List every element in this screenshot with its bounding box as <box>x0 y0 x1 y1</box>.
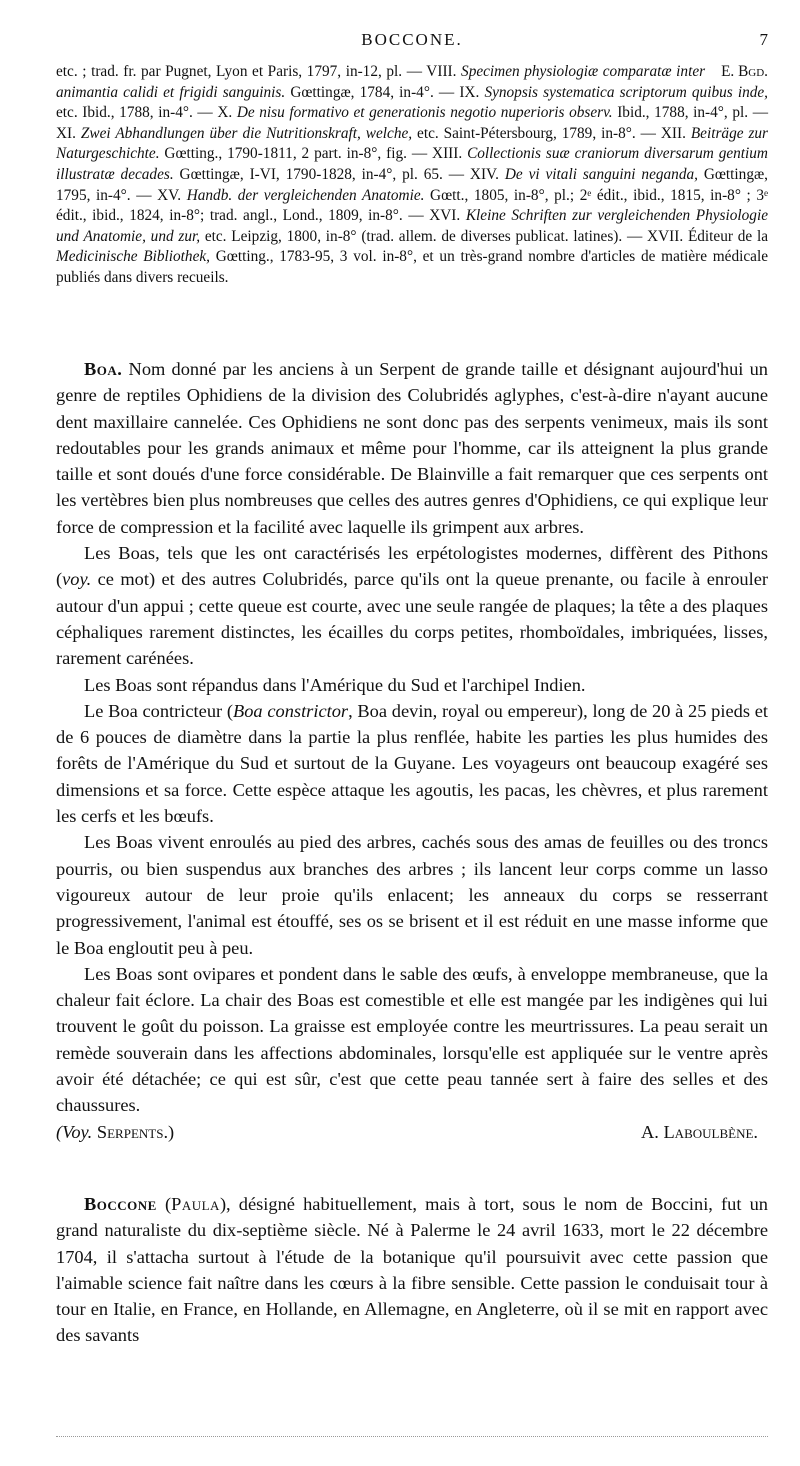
bib-text: Gœtt., 1805, in-8°, pl.; 2ᵉ édit., ibid., 1815, in-8° ; 3ᵉ édit., ibid., 1824, in-8°; trad. angl., Lond., 1809, in-8°. — XVI. <box>56 186 768 225</box>
bib-text: etc. Leipzig, 1800, in-8° (trad. allem. de diverses publicat. latines). — XVII. Éditeur de la <box>200 227 768 245</box>
article-boa <box>56 356 768 1145</box>
bib-title: Specimen physiologiæ comparatæ inter animantia calidi et frigidi sanguinis. <box>56 63 706 101</box>
cross-reference: voy. <box>62 569 92 590</box>
bib-text: Gœttingæ, I-VI, 1790-1828, in-4°, pl. 65. — XIV. <box>173 165 505 183</box>
page-number: 7 <box>759 30 768 49</box>
paragraph-text: ( <box>156 1194 172 1214</box>
headword: Boa. <box>84 359 123 379</box>
bib-text: Ibid., 1788, in-4°, pl. — XI. <box>56 104 768 142</box>
boa-author-line <box>56 1119 768 1145</box>
bottom-dotted-rule <box>56 1436 768 1437</box>
given-name: Paula <box>171 1194 220 1214</box>
boa-paragraph-5: Les Boas vivent enroulés au pied des arbres, cachés sous des amas de feuilles ou des troncs pourris, ou bien suspendus aux branches des arbres ; ils lancent leur corps comme un lasso vigoureux autour de leur proie qu'ils enlacent; les anneaux du corps se resserrant progressivement, l'animal est étouffé, ses os se brisent et il est réduit en une masse informe que le Boa engloutit peu à peu. <box>56 832 768 958</box>
bib-title: Beiträge zur Naturgeschichte. <box>56 124 768 163</box>
bib-title: Collectionis suæ craniorum diversarum gentium illustratæ decades. <box>56 145 768 183</box>
paragraph-text: ce mot) et des autres Colubridés, parce qu'ils ont la queue prenante, ou facile à enrouler autour d'un appui ; cette queue est courte, avec une seule rangée de plaques; la tête a des plaques céphaliques rarement distinctes, les écailles du corps petites, rhomboïdales, imbriquées, lisses, rarement carénées. <box>56 569 768 669</box>
paragraph-text: ), désigné habituellement, mais à tort, sous le nom de Boccini, fut un grand naturaliste du dix-septième siècle. Né à Palerme le 24 avril 1633, mort le 22 décembre 1704, il s'attacha surtout à l'étude de la botanique qu'il poursuivit avec cette passion que l'aimable science fait naître dans les cœurs à la fibre sensible. Cette passion le conduisait tour à tour en Italie, en France, en Hollande, en Allemagne, en Angleterre, où il se mit en rapport avec des savants <box>56 1194 768 1346</box>
running-head: BOCCONE. <box>361 30 463 49</box>
bib-text: etc. Ibid., 1788, in-4°. — X. <box>56 104 237 122</box>
article-author: A. Laboulbène. <box>640 1121 758 1142</box>
headword: Boccone <box>84 1194 157 1214</box>
boccone-paragraph-1 <box>56 1191 768 1349</box>
article-signature: E. Bgd. <box>721 63 768 80</box>
bib-title: De vi vitali sanguini neganda, <box>504 165 698 183</box>
paragraph-text: , Boa devin, royal ou empereur), long de 20 à 25 pieds et de 6 pouces de diamètre dans la partie la plus renflée, habite les parties les plus humides des forêts de l'Amérique du Sud et surtout de la Guyane. Les voyageurs ont beaucoup exagéré ses dimensions et sa force. Cette espèce attaque les agoutis, les pacas, les chèvres, et plus rarement les cerfs et les bœufs. <box>56 700 768 827</box>
bib-text: Gœttingæ, 1784, in-4°. — IX. <box>285 83 485 101</box>
boa-paragraph-2 <box>56 540 768 671</box>
bib-text: Gœttingæ, 1795, in-4°. — XV. <box>56 165 768 204</box>
bib-title: Kleine Schriften zur vergleichenden Physiologie und Anatomie, und zur, <box>56 207 768 245</box>
boa-paragraph-3: Les Boas sont répandus dans l'Amérique du Sud et l'archipel Indien. <box>84 674 586 695</box>
boa-paragraph-6: Les Boas sont ovipares et pondent dans le sable des œufs, à enveloppe membraneuse, que la chaleur fait éclore. La chair des Boas est comestible et elle est mangée par les indigènes qui lui trouvent le goût du poisson. La graisse est employée contre les meurtrissures. La peau serait un remède souverain dans les affections abdominales, lorsqu'elle est appliquée sur le ventre après avoir été détachée; ce qui est sûr, c'est que cette peau tannée sert à faire des selles et des chaussures. <box>56 963 768 1116</box>
boa-paragraph-4 <box>56 698 768 829</box>
bib-text: etc. ; trad. fr. par Pugnet, Lyon et Paris, 1797, in-12, pl. — VIII. <box>56 63 462 80</box>
bib-title: Zwei Abhandlungen über die Nutritionskraft, welche, <box>80 124 413 142</box>
paragraph-text: Les Boas, tels que les ont caractérisés les erpétologistes modernes, diffèrent des Pithons ( <box>56 543 768 590</box>
bib-text: etc. Saint-Pétersbourg, 1789, in-8°. — XII. <box>412 124 691 142</box>
bib-title: De nisu formativo et generationis negotio nuperioris observ. <box>236 104 613 122</box>
cross-reference-target: Serpents.) <box>96 1121 175 1142</box>
article-boccone <box>56 1191 768 1349</box>
bib-title: Medicinische Bibliothek, <box>56 248 210 266</box>
paragraph-text: Nom donné par les anciens à un Serpent de grande taille et désignant aujourd'hui un genre de reptiles Ophidiens de la division des Colubridés aglyphes, c'est-à-dire n'ayant aucune dent maxillaire cannelée. Ces Ophidiens ne sont donc pas des serpents venimeux, mais ils sont redoutables pour les grands animaux et même pour l'homme, car ils atteignent la plus grande taille et sont doués d'une force considérable. De Blainville a fait remarquer que ces serpents ont les vertèbres bien plus nombreuses que celles des autres genres d'Ophidiens, ce qui explique leur force de compression et la facilité avec laquelle ils grimpent aux arbres. <box>56 359 768 537</box>
paragraph-text: Le Boa contricteur ( <box>84 700 233 721</box>
species-name: Boa constrictor <box>233 700 349 721</box>
bib-text: Gœtting., 1790-1811, 2 part. in-8°, fig. — XIII. <box>159 145 468 163</box>
boa-paragraph-1 <box>56 356 768 540</box>
bib-text: Gœtting., 1783-95, 3 vol. in-8°, et un très-grand nombre d'articles de matière médicale publiés dans divers recueils. <box>56 248 768 286</box>
cross-reference: (Voy. <box>56 1121 93 1142</box>
bib-title: Handb. der vergleichenden Anatomie. <box>186 186 425 204</box>
page-header <box>56 30 768 56</box>
bib-title: Synopsis systematica scriptorum quibus inde, <box>484 83 768 101</box>
bibliography-block <box>56 62 768 289</box>
